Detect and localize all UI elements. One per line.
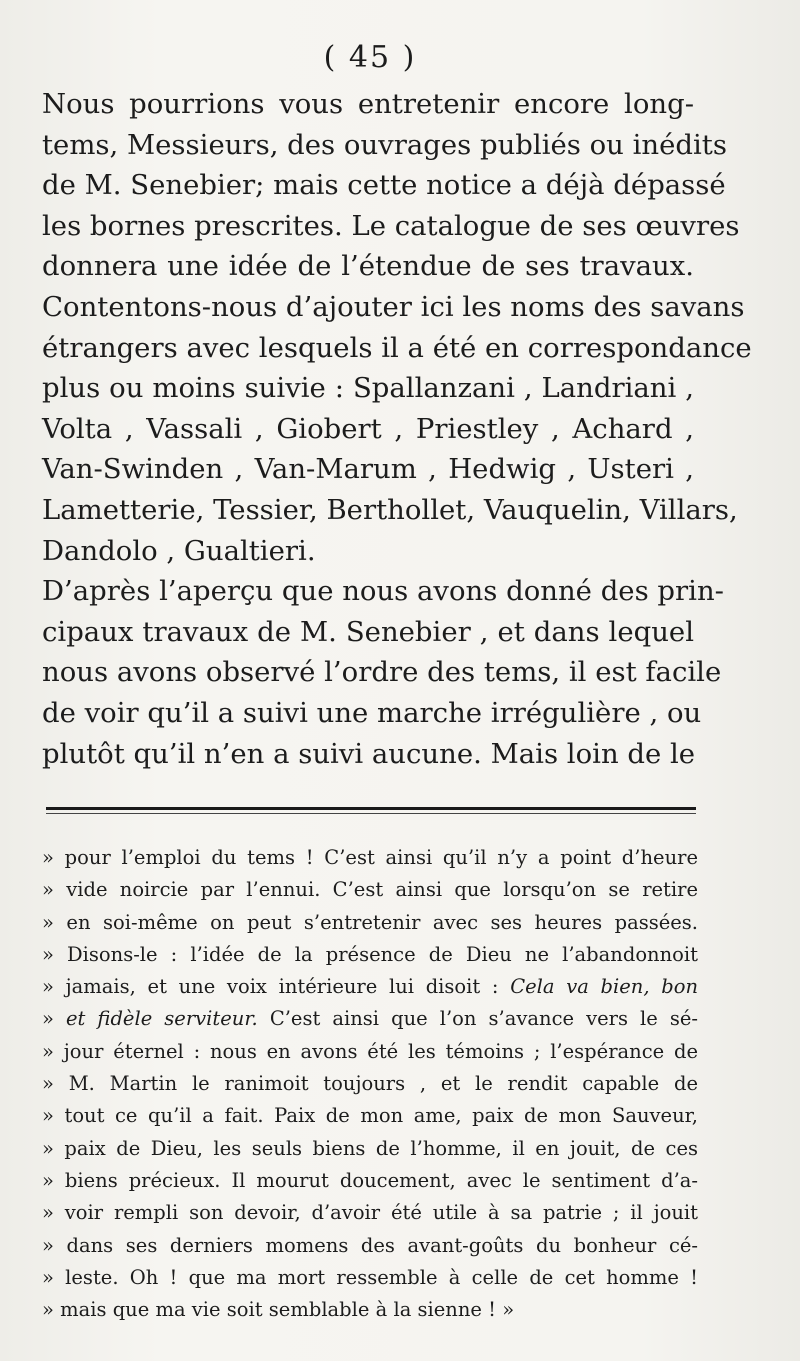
body-line: Nous pourrions vous entretenir encore long- [42, 88, 694, 120]
footnote-line: » leste. Oh ! que ma mort ressemble à celle de cet homme ! [42, 1265, 698, 1289]
footnote-line: » biens précieux. Il mourut doucement, avec le sentiment d’a- [42, 1168, 698, 1192]
footnote-line: » paix de Dieu, les seuls biens de l’homme, il en jouit, de ces [42, 1136, 698, 1160]
footnote-line: » mais que ma vie soit semblable à la sienne ! » [42, 1298, 515, 1322]
page-number: ( 45 ) [323, 40, 417, 75]
body-line: plutôt qu’il n’en a suivi aucune. Mais loin de le [42, 737, 696, 770]
body-line: Lametterie, Tessier, Berthollet, Vauquelin, Villars, [42, 493, 738, 526]
body-line: nous avons observé l’ordre des tems, il est facile [42, 656, 722, 689]
body-line: donnera une idée de l’étendue de ses travaux. [42, 250, 694, 283]
footnote-text: » jamais, et une voix intérieure lui disoit : [42, 975, 499, 999]
body-line: de M. Senebier; mais cette notice a déjà dépassé [42, 169, 726, 202]
body-text [42, 84, 752, 774]
footnote-line: » Disons-le : l’idée de la présence de Dieu ne l’abandonnoit [42, 942, 698, 966]
body-line: D’après l’aperçu que nous avons donné des prin- [42, 575, 724, 608]
body-line: de voir qu’il a suivi une marche irrégulière , ou [42, 696, 702, 729]
footnote-line: » tout ce qu’il a fait. Paix de mon ame, paix de mon Sauveur, [42, 1104, 698, 1128]
footnote-line: » pour l’emploi du tems ! C’est ainsi qu’il n’y a point d’heure [42, 846, 698, 869]
body-line: cipaux travaux de M. Senebier , et dans lequel [42, 615, 694, 648]
body-line: les bornes prescrites. Le catalogue de ses œuvres [42, 209, 740, 242]
footnote-quote: Cela va bien, bon [510, 975, 699, 999]
footnote-separator-thin [46, 813, 696, 814]
footnote-line [42, 971, 698, 1003]
footnote-text: C’est ainsi que l’on s’avance vers le sé- [269, 1007, 699, 1031]
footnote-line: » M. Martin le ranimoit toujours , et le rendit capable de [42, 1072, 698, 1096]
footnote-line: » dans ses derniers momens des avant-goûts du bonheur cé- [42, 1233, 698, 1257]
footnote-separator [46, 807, 696, 810]
footnote-line: » en soi-même on peut s’entretenir avec ses heures passées. [42, 910, 698, 934]
footnote-line: » vide noircie par l’ennui. C’est ainsi que lorsqu’on se retire [42, 878, 698, 902]
body-line: Dandolo , Gualtieri. [42, 534, 316, 567]
footnote-text: » [42, 1007, 54, 1031]
footnote-quote: et fidèle serviteur. [66, 1007, 258, 1031]
footnote-line: » voir rempli son devoir, d’avoir été utile à sa patrie ; il jouit [42, 1201, 698, 1225]
footnote-line: » jour éternel : nous en avons été les témoins ; l’espérance de [42, 1039, 698, 1063]
body-line: tems, Messieurs, des ouvrages publiés ou inédits [42, 128, 727, 161]
body-line: Van-Swinden , Van-Marum , Hedwig , Usteri , [42, 453, 694, 486]
body-line: plus ou moins suivie : Spallanzani , Landriani , [42, 372, 694, 405]
footnote [42, 842, 698, 1326]
footnote-line [42, 1003, 698, 1035]
body-line: étrangers avec lesquels il a été en correspondance [42, 331, 752, 364]
body-line: Volta , Vassali , Giobert , Priestley , Achard , [42, 412, 694, 445]
body-line: Contentons-nous d’ajouter ici les noms des savans [42, 290, 745, 323]
